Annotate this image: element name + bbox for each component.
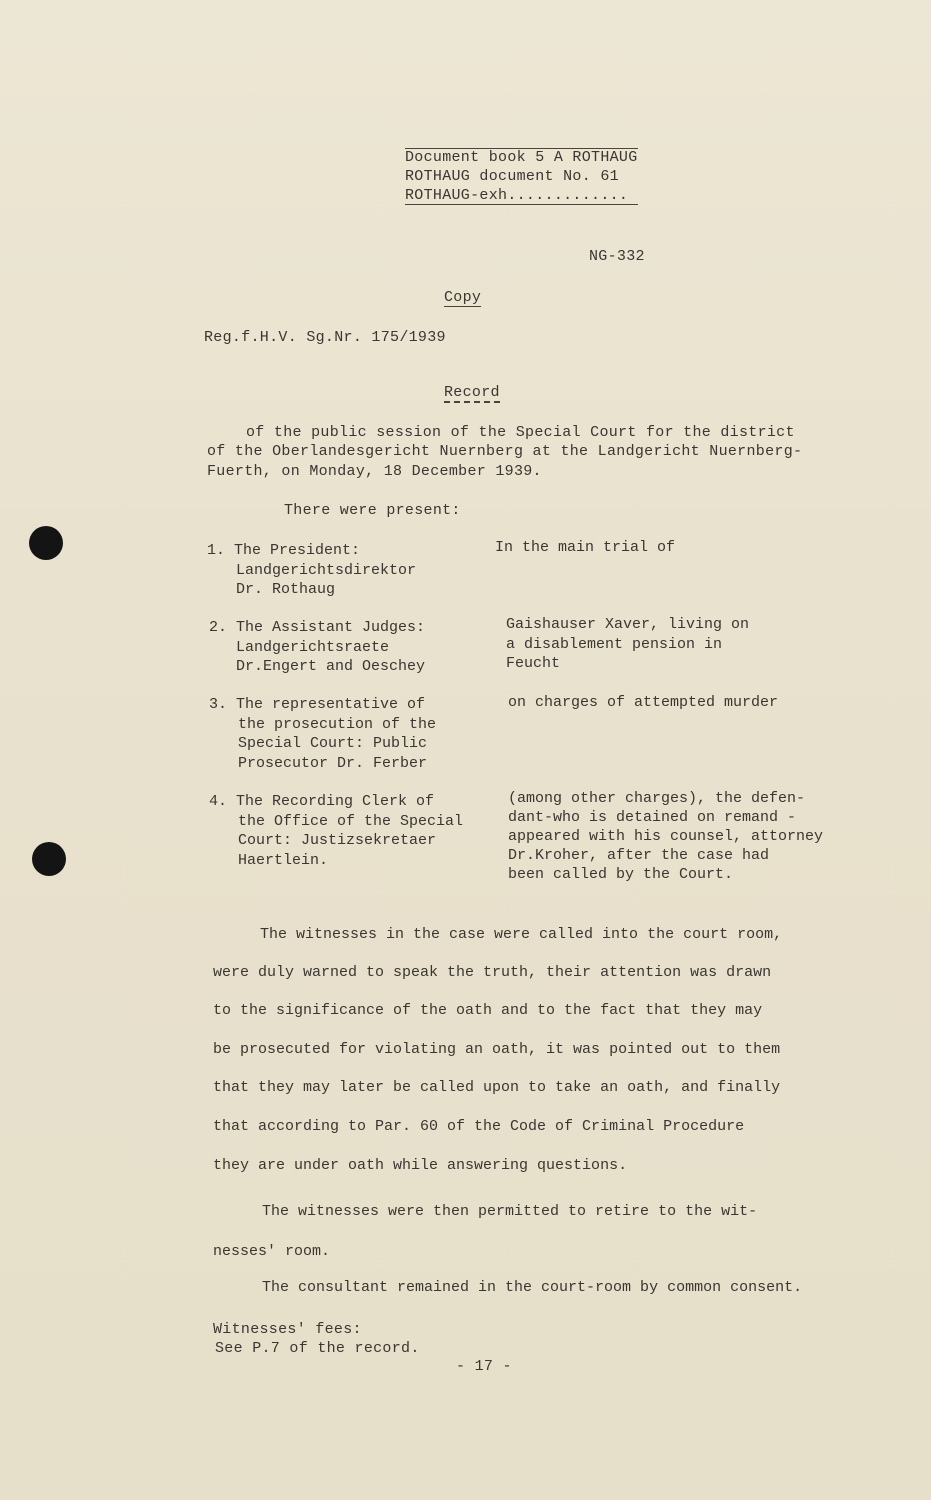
record-title: Record	[444, 384, 500, 401]
left-item-4	[209, 792, 463, 870]
doc-number: NG-332	[589, 248, 645, 265]
item-line: The President:	[234, 542, 361, 559]
right-block-3	[508, 693, 778, 713]
right-line: Gaishauser Xaver, living on	[506, 616, 750, 633]
right-line: a disablement pension in	[506, 635, 723, 653]
item-number: 4.	[209, 793, 228, 810]
item-line: the prosecution of the	[238, 715, 437, 733]
page-number: - 17 -	[456, 1358, 512, 1375]
reg-number: Reg.f.H.V. Sg.Nr. 175/1939	[204, 329, 446, 346]
right-line: appeared with his counsel, attorney	[508, 828, 824, 845]
fees-line-1: Witnesses' fees:	[213, 1321, 362, 1338]
left-item-1	[207, 541, 416, 600]
item-line: Special Court: Public	[238, 735, 428, 752]
body-line: they are under oath while answering questions.	[213, 1157, 628, 1174]
body-line: be prosecuted for violating an oath, it was pointed out to them	[213, 1041, 781, 1058]
intro-line-2: of the Oberlandesgericht Nuernberg at the Landgericht Nuernberg-	[207, 443, 803, 460]
present-heading: There were present:	[284, 502, 461, 519]
left-item-3	[209, 695, 436, 773]
item-line: Landgerichtsdirektor	[236, 561, 417, 579]
header-box	[405, 148, 638, 205]
left-item-2	[209, 618, 425, 677]
copy-label: Copy	[444, 289, 482, 306]
right-line: on charges of attempted murder	[508, 694, 779, 711]
header-line-2: ROTHAUG document No. 61	[405, 168, 619, 185]
intro-line-1: of the public session of the Special Court for the district	[246, 424, 795, 441]
body-line: The witnesses were then permitted to retire to the wit-	[262, 1203, 758, 1220]
item-line: the Office of the Special	[238, 812, 464, 830]
body-line: were duly warned to speak the truth, their attention was drawn	[213, 964, 772, 981]
body-line: The consultant remained in the court-room by common consent.	[262, 1279, 803, 1296]
punch-hole-bottom	[32, 842, 66, 876]
right-line: dant-who is detained on remand -	[508, 809, 797, 826]
item-line: The representative of	[236, 696, 426, 713]
right-line: In the main trial of	[495, 539, 676, 556]
body-line: nesses' room.	[213, 1243, 331, 1260]
header-line-3: ROTHAUG-exh.............	[405, 187, 638, 205]
right-block-1	[495, 538, 675, 558]
body-line: that they may later be called upon to take an oath, and finally	[213, 1079, 781, 1096]
header-line-1: Document book 5 A ROTHAUG	[405, 149, 638, 166]
item-number: 1.	[207, 542, 226, 559]
item-number: 3.	[209, 696, 228, 713]
item-line: The Recording Clerk of	[236, 793, 435, 810]
right-block-4	[508, 789, 823, 884]
right-line: Feucht	[506, 655, 561, 672]
right-line: Dr.Kroher, after the case had	[508, 847, 770, 864]
item-line: Dr.Engert and Oeschey	[236, 658, 426, 675]
right-line: been called by the Court.	[508, 866, 734, 883]
item-number: 2.	[209, 619, 228, 636]
right-line: (among other charges), the defen-	[508, 790, 806, 807]
punch-hole-top	[29, 526, 63, 560]
item-line: The Assistant Judges:	[236, 619, 426, 636]
fees-line-2: See P.7 of the record.	[215, 1340, 420, 1357]
item-line: Court: Justizsekretaer	[238, 832, 437, 849]
item-line: Dr. Rothaug	[236, 581, 336, 598]
item-line: Landgerichtsraete	[236, 638, 390, 656]
body-line: to the significance of the oath and to the fact that they may	[213, 1002, 763, 1019]
body-line: that according to Par. 60 of the Code of Criminal Procedure	[213, 1118, 745, 1135]
intro-line-3: Fuerth, on Monday, 18 December 1939.	[207, 463, 542, 480]
body-line: The witnesses in the case were called into the court room,	[260, 926, 783, 943]
item-line: Haertlein.	[238, 851, 329, 869]
item-line: Prosecutor Dr. Ferber	[238, 754, 428, 772]
right-block-2	[506, 615, 749, 674]
